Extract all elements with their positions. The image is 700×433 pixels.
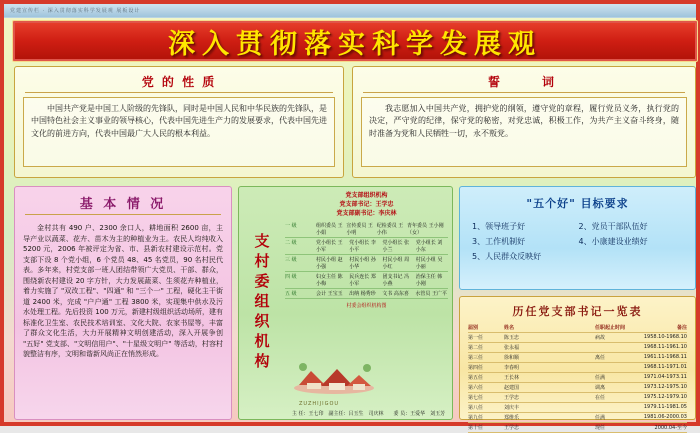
organization-chart [285,187,452,419]
five-good-item: 1、领导班子好 [472,222,526,231]
cell-period: 1975.12-1979.10 [643,394,687,400]
banner-title: 深入贯彻落实科学发展观 [168,28,542,60]
organization-cell: 村民小组 周小红 [382,257,410,270]
cell-period: 2000.04-至今 [654,425,687,431]
organization-row-label: 一 级 [285,223,297,229]
organization-foot-label: 村委会组织机构图 [346,303,387,309]
organization-cell: 村民小组 赵小强 [316,257,343,270]
organization-bottom-line: 主 任：王七印 副主任：吕玉生 司庆林 委 员：王爱华 刘玉芳 [291,411,446,417]
basic-situation-title: 基 本 情 况 [79,197,167,212]
banner [12,20,698,62]
organization-cell: 宣传委员 王小明 [346,223,373,236]
cell-name: 郑维乐 [504,415,520,421]
cell-period: 1973.12-1975.10 [643,384,687,390]
cell-period: 1961.11-1968.11 [643,354,687,360]
divider [25,214,221,215]
table-row [468,423,687,433]
organization-row [285,272,448,289]
organization-cell: 纪检委员 王小伟 [376,223,404,236]
cell-name: 张永福 [504,345,520,351]
party-oath-text: 我志愿加入中国共产党，拥护党的纲领，遵守党的章程，履行党员义务，执行党的决定，严守党的纪律，保守党的秘密，对党忠诚，积极工作，为共产主义奋斗终身，随时准备为党和人民牺牲一切，永不叛党。 [369,104,679,138]
party-nature-box [23,97,335,167]
table-row [468,413,687,423]
organization-row-label: 三 级 [285,257,297,263]
cell-term: 第一任 [468,335,484,341]
organization-rows [285,221,448,299]
table-row [468,403,687,413]
village-illustration-icon [291,355,377,395]
five-good-item: 5、人民群众反映好 [472,252,542,262]
column-header-note: 备注 [676,325,687,331]
cell-term: 第四任 [468,365,484,371]
organization-row-cells [315,273,448,287]
party-nature-text: 中国共产党是中国工人阶级的先锋队，同时是中国人民和中华民族的先锋队，是中国特色社会主义事业的领导核心，代表中国先进生产力的发展要求，代表中国先进文化的前进方向，代表中国最广大人民的根本利益。 [31,104,327,138]
organization-cell: 党小组长 张小兰 [382,240,410,253]
panel-basic-situation [14,186,232,420]
cell-period: 1981.06-2000.03 [643,414,687,420]
cell-term: 第七任 [468,395,484,401]
party-oath-box [361,97,687,167]
table-row [468,383,687,393]
organization-cell: 村民小组 孙小华 [349,257,376,270]
cell-note: 在任 [595,395,606,401]
cell-note: 离任 [595,355,606,361]
cell-name: 陈玉忠 [504,335,520,341]
table-row [468,343,687,353]
five-good-item: 4、小康建设业绩好 [578,237,648,247]
organization-cell: 村民小组 吴小丽 [415,257,443,270]
cell-period: 1968.11-1961.10 [643,344,687,350]
cell-note [595,344,629,351]
list-item [472,249,685,264]
organization-cell: 团支书记 冯小燕 [382,274,410,287]
cell-term: 第八任 [468,405,484,411]
organization-row-cells [315,222,448,236]
party-oath-title: 誓 词 [487,75,560,89]
cell-term: 第三任 [468,355,484,361]
cell-note: 现任 [595,425,606,431]
divider [363,92,685,93]
column-header-term: 届别 [468,325,479,331]
organization-row-label: 二 级 [285,240,297,246]
cell-period: 1968.11-1971.01 [643,364,687,370]
organization-cell: 组织委员 王小娟 [316,223,343,236]
cell-name: 赵建国 [504,385,520,391]
cell-term: 第二任 [468,345,484,351]
organization-cell: 治保主任 韩小刚 [415,274,443,287]
table-row [468,373,687,383]
organization-head-0: 党支部组织机构 [345,192,388,199]
cell-name: 刘庆丰 [504,405,520,411]
organization-row-cells [315,256,448,270]
five-good-list [472,219,685,265]
cell-name: 徐和顺 [504,355,520,361]
organization-head-1: 党支部书记：王学忠 [339,201,394,208]
basic-situation-text: 金村共有 490 户、2300 余口人，耕地面积 2600 亩，主导产业以蔬菜、花卉、苗木为主的种植业为主。农民人均纯收入 5200 元，2006 年被评定为省、市、县新农村建设示范村。党支部下设 8 个党小组，6 个党员 48、45 名党员，90 名村民代表。多年来，村党支部一班人团结带领广大党员、干部、群众，围绕新农村建设 20 字方针，大力发展蔬菜、生须花卉种植业，着力实施了 "双改工程"、"四通" 和 "三个一" 工程，硬化主干街道 2400 米，完成 "户户通" 工程 3800 米，实现集中供水及污水处理工程。先后投资 100 万元，新建村级组织活动场所，建有标准化卫生室、农民技术培训室、文化大院、农家书屋等，丰富了群众文化生活，大力开展精神文明创建活动，深入开展争创 "五好" 党支部、"文明信用户"、"十星级文明户" 等活动，村容村貌整洁有序，文明和谐新风尚正在悄然形成。 [23,224,223,358]
organization-row [285,289,448,299]
organization-row [285,255,448,272]
organization-cell: 文书 高东喜 [382,291,409,297]
cell-name: 王学忠 [504,395,520,401]
cell-name: 王长林 [504,375,520,381]
organization-row-label: 五 级 [285,291,297,297]
cell-name: 王学忠 [504,425,520,431]
roster-title: 历任党支部书记一览表 [512,305,643,318]
roster-table [468,323,687,433]
cell-term: 第十任 [468,425,484,431]
cell-term: 第九任 [468,415,484,421]
cell-period: 1979.11-1981.05 [643,404,687,410]
organization-row-cells [315,290,448,297]
cell-note: 任满 [595,375,606,381]
column-header-period: 任职起止时间 [595,325,626,331]
organization-title-column [239,187,285,419]
organization-cell: 党小组长 刘小东 [415,240,443,253]
organization-row-cells [315,239,448,253]
organization-title: 支村委组织机构 [252,233,271,373]
list-item [472,219,685,234]
panel-secretary-roster [459,296,696,431]
five-good-item [579,249,686,264]
table-row [468,333,687,343]
panel-party-nature [14,66,344,178]
cell-name: 李春明 [504,365,520,371]
panel-party-oath [352,66,696,178]
organization-row-label: 四 级 [285,274,297,280]
table-row [468,353,687,363]
organization-row [285,221,448,238]
organization-head-2: 党支部副书记：李庆林 [336,210,397,217]
organization-cell: 青年委员 王小刚（女） [407,223,444,236]
organization-cell: 会计 王宝玉 [316,291,343,297]
organization-cell: 水管员 王广平 [415,291,447,297]
organization-row [285,238,448,255]
organization-cell: 党小组长 王小军 [316,240,343,253]
organization-cell: 妇女主任 陈小梅 [316,274,343,287]
organization-cell: 出纳 杨秀珍 [349,291,376,297]
cell-period: 1971.04-1973.11 [643,374,687,380]
cell-note: 任满 [595,415,606,421]
column-header-name: 姓名 [504,325,515,331]
organization-cell: 民兵连长 郑小军 [349,274,376,287]
organization-code-label: ZUZHIJIGOU [299,401,340,407]
organization-cell: 党小组长 李小平 [349,240,376,253]
divider [25,92,333,93]
table-header-row [468,323,687,333]
cell-period: 1958.10-1968.10 [643,334,687,340]
cell-note: 病故 [595,335,606,341]
table-row [468,363,687,373]
table-row [468,393,687,403]
party-nature-title: 党 的 性 质 [141,75,217,89]
cell-term: 第六任 [468,385,484,391]
five-good-item: 3、工作机制好 [472,237,526,247]
top-toolbar: 党建宣传栏 · 深入贯彻落实科学发展观 展板设计 [4,4,696,18]
panel-five-good [459,186,696,290]
five-good-item: 2、党员干部队伍好 [578,222,648,231]
cell-term: 第五任 [468,375,484,381]
cell-note [595,404,629,411]
panel-organization [238,186,453,420]
cell-note: 调离 [595,385,606,391]
five-good-title: "五个好" 目标要求 [526,197,629,210]
cell-note [595,364,629,371]
list-item [472,234,685,249]
